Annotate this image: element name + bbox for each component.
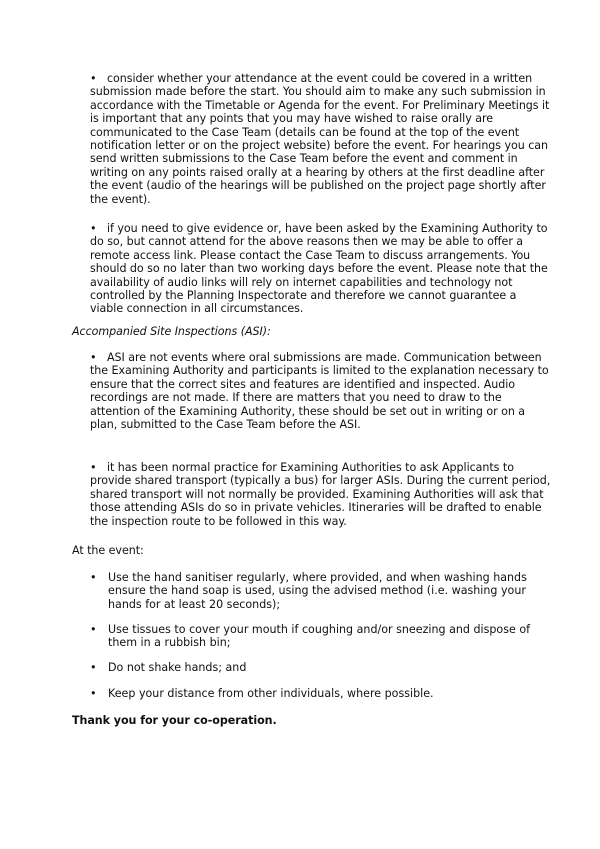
list-item-text: Keep your distance from other individuals, where possible. [108, 687, 434, 700]
paragraph-text: it has been normal practice for Examining Authorities to ask Applicants to provide shared transport (typically a bus) for larger ASIs. During the current period, shared transport will not normally be provided. Examining Authorities will ask that those attending ASIs do so in private vehicles. Itineraries will be drafted to enable the inspection route to be followed in this way. [90, 461, 551, 528]
paragraph-text: consider whether your attendance at the event could be covered in a written submission made before the start. You should aim to make any such submission in accordance with the Timetable or Agenda for the event. For Preliminary Meetings it is important that any points that you may have wished to raise orally are communicated to the Case Team (details can be found at the top of the event notification letter or on the project website) before the event. For hearings you can send written submissions to the Case Team before the event and comment in writing on any points raised orally at a hearing by others at the first deadline after the event (audio of the hearings will be published on the project page shortly after the event). [90, 72, 550, 206]
paragraph-written-submission [90, 72, 552, 206]
list-item-text: Use tissues to cover your mouth if coughing and/or sneezing and dispose of them in a rubbish bin; [108, 623, 531, 650]
list-item-text: Use the hand sanitiser regularly, where provided, and when washing hands ensure the hand soap is used, using the advised method (i.e. washing your hands for at least 20 seconds); [108, 571, 527, 611]
paragraph-text: if you need to give evidence or, have been asked by the Examining Authority to do so, but cannot attend for the above reasons then we may be able to offer a remote access link. Please contact the Case Team to discuss arrangements. You should do so no later than two working days before the event. Please note that the availability of audio links will rely on internet capabilities and technology not controlled by the Planning Inspectorate and therefore we cannot guarantee a viable connection in all circumstances. [90, 222, 548, 316]
paragraph-asi-oral [90, 351, 552, 431]
list-item-sanitiser [90, 571, 550, 611]
bullet-icon: • [90, 571, 97, 584]
paragraph-asi-transport [90, 461, 552, 528]
paragraph-remote-access [90, 222, 552, 316]
bullet-icon: • [90, 461, 97, 474]
event-heading: At the event: [72, 544, 144, 557]
bullet-icon: • [90, 222, 97, 235]
list-item-text: Do not shake hands; and [108, 661, 247, 674]
bullet-icon: • [90, 72, 97, 85]
list-item-tissues [90, 623, 550, 650]
paragraph-text: ASI are not events where oral submissions are made. Communication between the Examining Authority and participants is limited to the explanation necessary to ensure that the correct sites and features are identified and inspected. Audio recordings are not made. If there are matters that you need to draw to the attention of the Examining Authority, these should be set out in writing or on a plan, submitted to the Case Team before the ASI. [90, 351, 549, 432]
bullet-icon: • [90, 351, 97, 364]
bullet-icon: • [90, 661, 97, 674]
bullet-icon: • [90, 623, 97, 636]
list-item-no-handshake [90, 661, 550, 674]
asi-heading: Accompanied Site Inspections (ASI): [72, 325, 271, 338]
closing-line: Thank you for your co-operation. [72, 714, 277, 727]
bullet-icon: • [90, 687, 97, 700]
list-item-distance [90, 687, 550, 700]
